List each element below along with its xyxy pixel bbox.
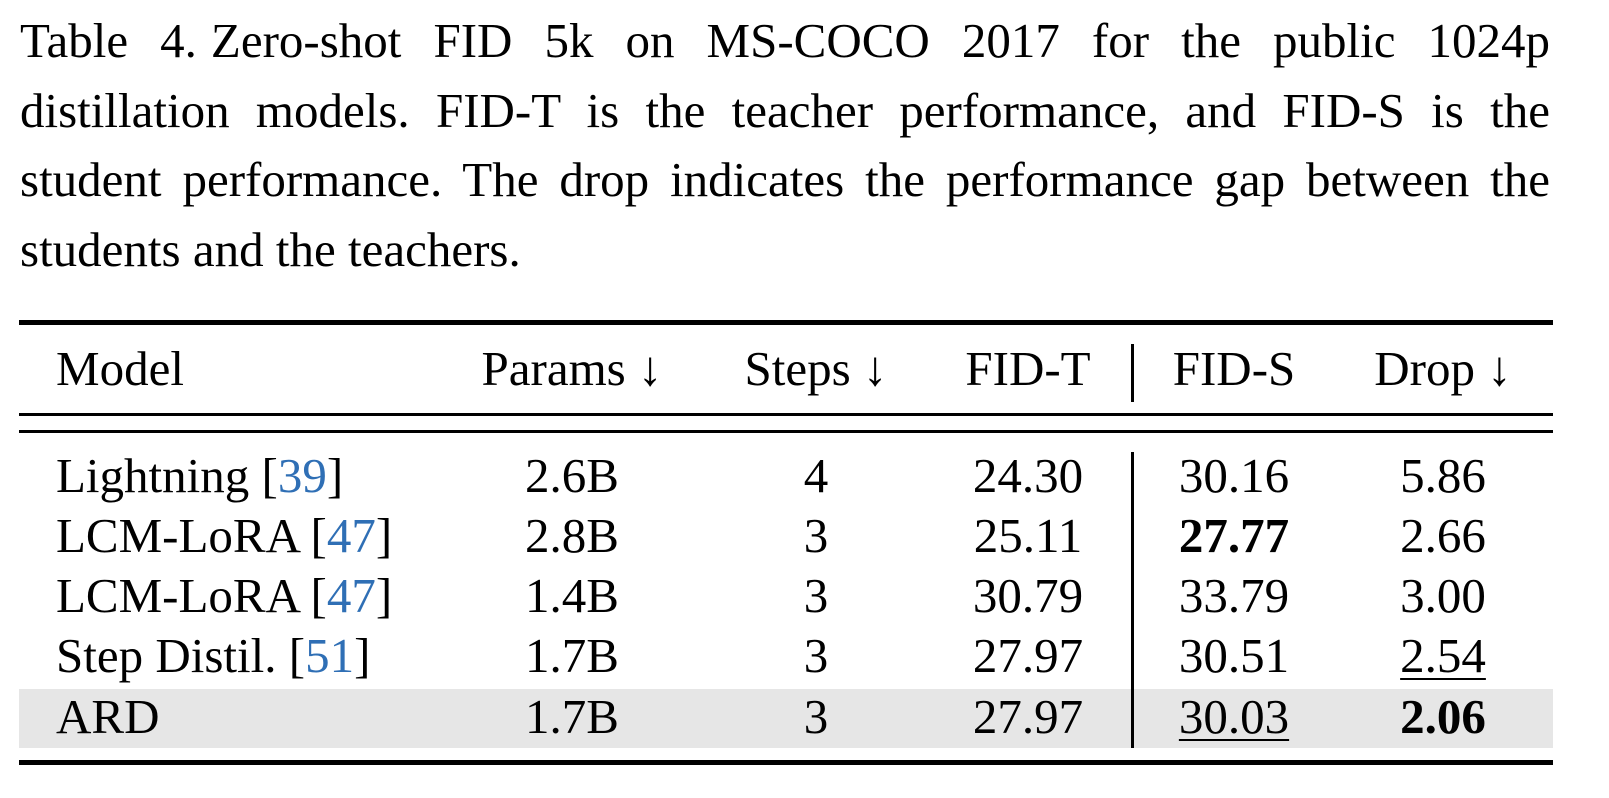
- citation-link[interactable]: 39: [277, 448, 327, 503]
- drop-value-second-best: 2.54: [1400, 628, 1486, 683]
- header-rule-upper: [19, 413, 1553, 416]
- table-row: [0, 506, 1609, 566]
- table-header-row: [0, 339, 1609, 399]
- fid-s-value-best: 27.77: [1178, 508, 1290, 563]
- table-bottom-rule: [19, 760, 1553, 765]
- header-model: Model: [56, 341, 184, 396]
- table-row-highlighted: [0, 687, 1609, 747]
- fid-t-value: 27.97: [972, 689, 1084, 744]
- drop-value-best: 2.06: [1400, 689, 1486, 744]
- params-value: 1.7B: [525, 689, 619, 744]
- caption-label: Table 4.: [20, 13, 197, 68]
- steps-value: 3: [803, 628, 829, 683]
- params-value: 2.8B: [525, 508, 619, 563]
- fid-t-value: 24.30: [972, 448, 1084, 503]
- params-value: 1.7B: [525, 628, 619, 683]
- fid-t-value: 25.11: [973, 508, 1083, 563]
- steps-value: 3: [803, 689, 829, 744]
- model-name: Lightning [39]: [56, 448, 344, 503]
- fid-s-value-second-best: 30.03: [1178, 689, 1290, 744]
- model-name: Step Distil. [51]: [56, 628, 371, 683]
- steps-value: 4: [803, 448, 829, 503]
- table-row: [0, 446, 1609, 506]
- steps-value: 3: [803, 508, 829, 563]
- params-value: 2.6B: [525, 448, 619, 503]
- table-top-rule: [19, 320, 1553, 325]
- header-fid-s: FID-S: [1172, 341, 1296, 396]
- header-drop: Drop ↓: [1374, 341, 1512, 396]
- fid-s-value: 30.16: [1178, 448, 1290, 503]
- table-row: [0, 626, 1609, 686]
- table-row: [0, 566, 1609, 626]
- fid-t-value: 27.97: [972, 628, 1084, 683]
- header-fid-t: FID-T: [965, 341, 1091, 396]
- model-name: LCM-LoRA [47]: [56, 568, 393, 623]
- header-steps: Steps ↓: [744, 341, 888, 396]
- table-caption: [20, 6, 1550, 284]
- drop-value: 2.66: [1400, 508, 1486, 563]
- citation-link[interactable]: 47: [326, 508, 376, 563]
- fid-t-value: 30.79: [972, 568, 1084, 623]
- params-value: 1.4B: [525, 568, 619, 623]
- fid-s-value: 33.79: [1178, 568, 1290, 623]
- model-name: ARD: [56, 689, 160, 744]
- citation-link[interactable]: 47: [326, 568, 376, 623]
- header-rule-lower: [19, 430, 1553, 433]
- drop-value: 5.86: [1400, 448, 1486, 503]
- model-name: LCM-LoRA [47]: [56, 508, 393, 563]
- steps-value: 3: [803, 568, 829, 623]
- drop-value: 3.00: [1400, 568, 1486, 623]
- fid-s-value: 30.51: [1178, 628, 1290, 683]
- caption-text: Zero-shot FID 5k on MS-COCO 2017 for the public 1024p distillation models. FID-T is the teacher performance, and FID-S is the student performance. The drop indicates the performance gap between the students and the teachers.: [20, 13, 1551, 277]
- citation-link[interactable]: 51: [305, 628, 355, 683]
- header-params: Params ↓: [481, 341, 663, 396]
